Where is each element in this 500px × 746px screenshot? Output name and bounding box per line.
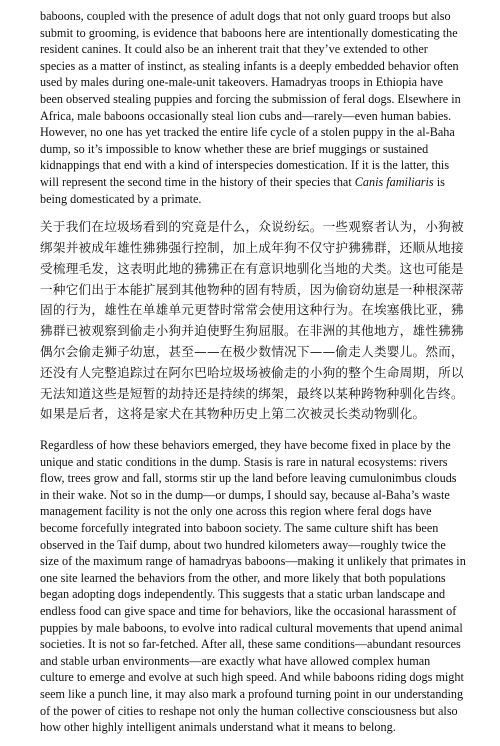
paragraph-1-text-a: baboons, coupled with the presence of adult dogs that not only guard troops but also submit to grooming, is evidence that baboons here are intentionally domesticating the resident canines. It could also be an inherent trait that they’ve extended to other species as a matter of instinct, as stealing infants is a deeply embedded behavior often used by males during one-male-unit takeovers. Hamadryas troops in Ethiopia have been observed stealing puppies and forcing the submission of feral dogs. Elsewhere in Africa, male baboons occasionally steal lion cubs and—rarely—even human babies. However, no one has yet tracked the entire life cycle of a stolen puppy in the al-Baha dump, so it’s impossible to know whether these are brief muggings or sustained kidnappings that end with a kind of interspecies domestication. If it is the latter, this will represent the second time in the history of their species that <box>40 9 461 189</box>
paragraph-english-2: Regardless of how these behaviors emerged, they have become fixed in place by the unique and static conditions in the dump. Stasis is rare in natural ecosystems: rivers flow, trees grow and fall, storms stir up the land before leaving cumulonimbus clouds in their wake. Not so in the dump—or dumps, I should say, because al-Baha’s waste management facility is not the only one across this region where feral dogs have become forcefully integrated into baboon society. The same culture shift has been observed in the Taif dump, about two hundred kilometers away—roughly twice the size of the maximum range of hamadryas baboons—making it unlikely that primates in one site learned the behaviors from the other, and more likely that both populations began adopting dogs independently. This suggests that a static urban landscape and endless food can give space and time for behaviors, like the occasional harassment of puppies by male baboons, to evolve into radical cultural movements that upend animal societies. It is not so far-fetched. After all, these same conditions—abundant resources and stable urban environments—are exactly what have allowed complex human culture to emerge and evolve at such high speed. And while baboons riding dogs might seem like a punch line, it may also mark a profound turning point in our understanding of the power of cities to reshape not only the human collective consciousness but also how other highly intelligent animals understand what it means to belong. <box>40 438 466 735</box>
paragraph-english-1 <box>40 8 466 207</box>
document-page <box>40 8 466 746</box>
paragraph-1-italic-species: Canis familiaris <box>354 174 434 189</box>
paragraph-1-text-b: is being domesticated by a primate. <box>40 174 445 206</box>
paragraph-chinese-translation: 关于我们在垃圾场看到的究竟是什么，众说纷纭。一些观察者认为，小狗被绑架并被成年雄性狒狒强行控制，加上成年狗不仅守护狒狒群，还顺从地接受梳理毛发，这表明此地的狒狒正在有意识地驯化当地的犬类。这也可能是一种它们出于本能扩展到其他物种的固有特质，因为偷窃幼崽是一种根深蒂固的行为，雄性在单雄单元更替时常常会使用这种行为。在埃塞俄比亚，狒狒群已被观察到偷走小狗并迫使野生狗屈服。在非洲的其他地方，雄性狒狒偶尔会偷走狮子幼崽，甚至——在极少数情况下——偷走人类婴儿。然而，还没有人完整追踪过在阿尔巴哈垃圾场被偷走的小狗的整个生命周期，所以无法知道这些是短暂的劫持还是持续的绑架，最终以某种跨物种驯化告终。如果是后者，这将是家犬在其物种历史上第二次被灵长类动物驯化。 <box>40 219 464 422</box>
